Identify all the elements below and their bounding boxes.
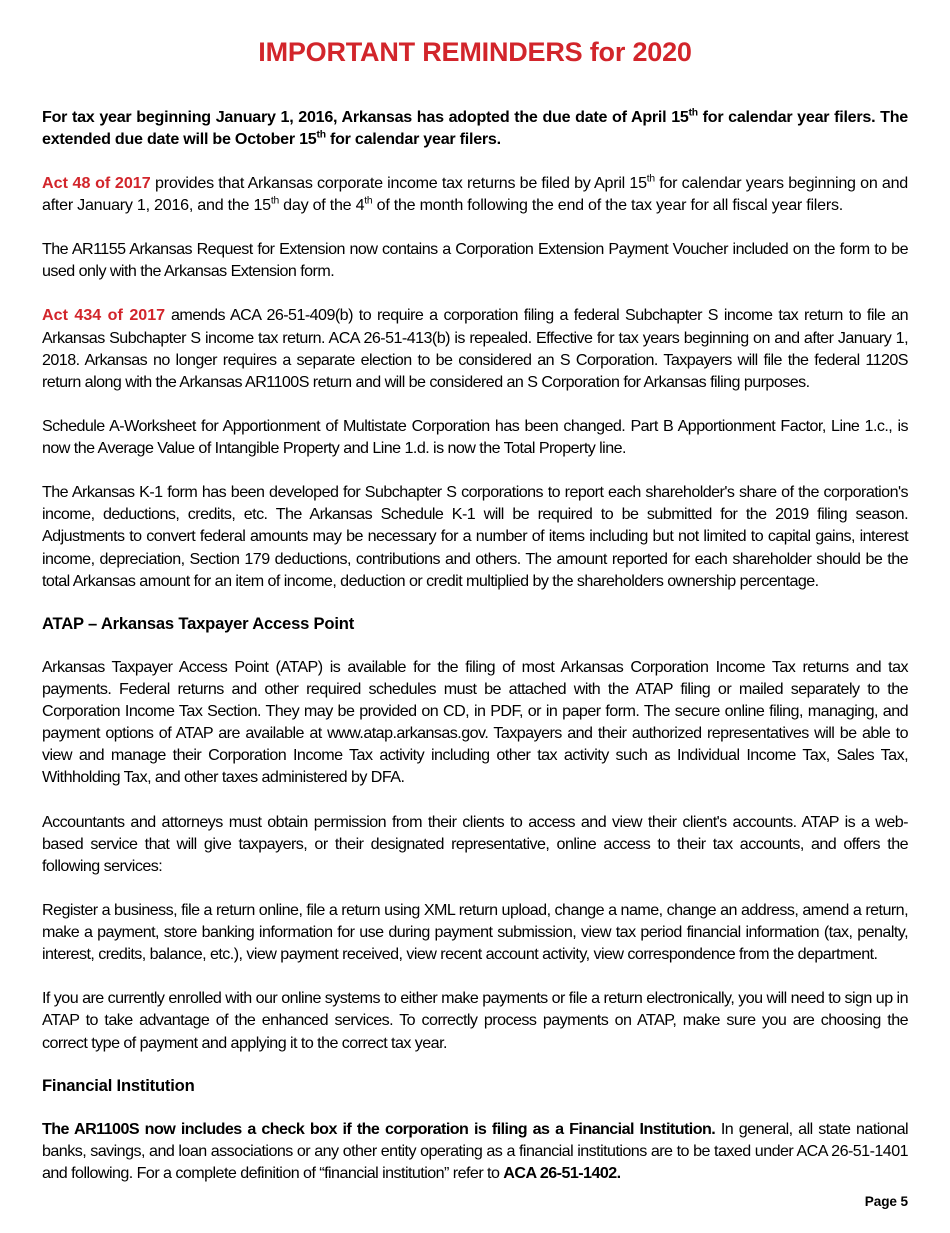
act-48-part4: of the month following the end of the tax year for all fiscal year filers. xyxy=(372,196,843,215)
spacer xyxy=(42,393,908,415)
spacer xyxy=(42,459,908,481)
section-heading-financial-institution: Financial Institution xyxy=(42,1075,195,1095)
act-48-superscript-2: th xyxy=(270,195,279,207)
act-48-part1: provides that Arkansas corporate income tax returns be filed by April 15 xyxy=(150,173,647,192)
act-48-superscript-3: th xyxy=(364,195,373,207)
page-title: IMPORTANT REMINDERS for 2020 xyxy=(258,37,692,67)
intro-text-part2: for calendar year filers. The extended due date will be October 15 xyxy=(42,107,908,148)
paragraph-arkansas-k1: The Arkansas K-1 form has been developed for Subchapter S corporations to report each shareholder's share of the corporation's income, deductions, credits, etc. The Arkansas Schedule K-1 will be required to be submitted for the 2019 filing season. Adjustments to convert federal amounts may be necessary for a number of items including but not limited to capital gains, interest income, depreciation, Section 179 deductions, contributions and others. The amount reported for each shareholder should be the total Arkansas amount for an item of income, deduction or credit multiplied by the shareholders ownership percentage. xyxy=(42,483,908,590)
section-heading-atap: ATAP – Arkansas Taxpayer Access Point xyxy=(42,613,355,633)
intro-text-part1: For tax year beginning January 1, 2016, Arkansas has adopted the due date of April 15 xyxy=(42,107,689,126)
spacer xyxy=(42,216,908,238)
spacer xyxy=(42,789,908,811)
paragraph-schedule-a-worksheet: Schedule A-Worksheet for Apportionment of Multistate Corporation has been changed. Part B Apportionment Factor, Line 1.c., is now the Average Value of Intangible Property and Line 1.d. is now the Total Property line. xyxy=(42,416,908,458)
act-48-part3: day of the 4 xyxy=(278,196,365,215)
spacer xyxy=(42,1054,908,1076)
act-48-superscript-1: th xyxy=(646,173,655,185)
act-434-body: amends ACA 26-51-409(b) to require a corporation filing a federal Subchapter S income tax return to file an Arkansas Subchapter S income tax return. ACA 26-51-413(b) is repealed. Effective for tax years beginning on and after January 1, 2018. Arkansas no longer requires a separate election to be considered an S Corporation. Taxpayers will file the federal 1120S return along with the Arkansas AR1100S return and will be considered an S Corporation for Arkansas filing purposes. xyxy=(42,306,908,391)
paragraph-act-434 xyxy=(42,304,908,393)
paragraph-financial-institution xyxy=(42,1118,908,1184)
financial-body: In general, all state national banks, savings, and loan associations or any other entity operating as a financial institutions are to be taxed under ACA 26-51-1401 and following. For a complete definition of “financial institution” refer to xyxy=(42,1119,908,1182)
spacer xyxy=(42,592,908,614)
paragraph-intro-due-date xyxy=(42,106,908,150)
financial-citation-bold: ACA 26-51-1402. xyxy=(503,1163,621,1182)
financial-lead-bold: The AR1100S now includes a check box if the corporation is filing as a Financial Institution. xyxy=(42,1119,716,1138)
spacer xyxy=(42,877,908,899)
page-footer-number: Page 5 xyxy=(864,1194,908,1209)
spacer xyxy=(42,965,908,987)
paragraph-atap-overview: Arkansas Taxpayer Access Point (ATAP) is available for the filing of most Arkansas Corporation Income Tax returns and tax payments. Federal returns and other required schedules must be attached with the ATAP filing or mailed separately to the Corporation Income Tax Section. They may be provided on CD, in PDF, or in paper form. The secure online filing, managing, and payment options of ATAP are available at www.atap.arkansas.gov. Taxpayers and their authorized representatives will be able to view and manage their Corporation Income Tax activity including other tax activity such as Individual Income Tax, Sales Tax, Withholding Tax, and other taxes administered by DFA. xyxy=(42,657,908,787)
paragraph-act-48 xyxy=(42,172,908,216)
act-434-label: Act 434 of 2017 xyxy=(42,306,166,325)
paragraph-accountants-attorneys: Accountants and attorneys must obtain permission from their clients to access and view their client's accounts. ATAP is a web-based service that will give taxpayers, or their designated representative, online access to their tax accounts, and offers the following services: xyxy=(42,812,908,875)
intro-text-part3: for calendar year filers. xyxy=(325,129,501,148)
intro-superscript-2: th xyxy=(316,129,326,141)
spacer xyxy=(42,282,908,304)
act-48-part2: for calendar years beginning on and after January 1, 2016, and the 15 xyxy=(42,173,908,215)
spacer xyxy=(42,634,908,656)
act-48-label: Act 48 of 2017 xyxy=(42,173,151,192)
paragraph-ar1155-extension: The AR1155 Arkansas Request for Extension now contains a Corporation Extension Payment Voucher included on the form to be used only with the Arkansas Extension form. xyxy=(42,240,908,281)
spacer xyxy=(42,150,908,172)
paragraph-currently-enrolled: If you are currently enrolled with our online systems to either make payments or file a return electronically, you will need to sign up in ATAP to take advantage of the enhanced services. To correctly process payments on ATAP, make sure you are choosing the correct type of payment and applying it to the correct tax year. xyxy=(42,989,908,1052)
intro-superscript-1: th xyxy=(688,107,698,119)
spacer xyxy=(42,1096,908,1118)
paragraph-atap-services: Register a business, file a return online, file a return using XML return upload, change a name, change an address, amend a return, make a payment, store banking information for use during payment submission, view tax period financial information (tax, penalty, interest, credits, balance, etc.), view payment received, view recent account activity, view correspondence from the department. xyxy=(42,900,908,964)
